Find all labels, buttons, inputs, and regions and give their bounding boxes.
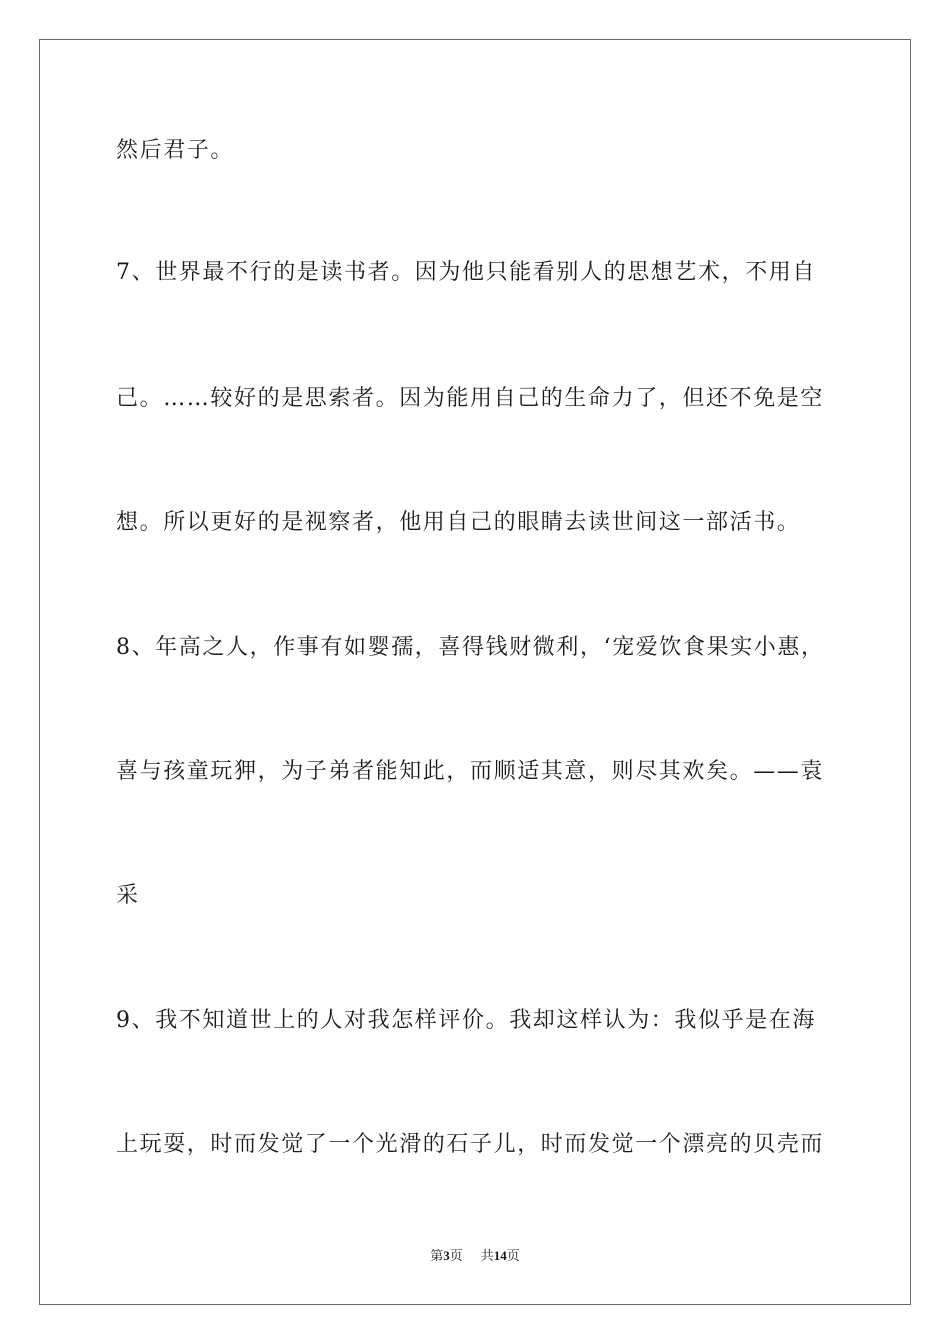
page-frame: [39, 39, 911, 1305]
page-prefix: 第: [430, 1248, 444, 1263]
text-line-6: 喜与孩童玩狎，为子弟者能知此，而顺适其意，则尽其欢矣。——袁: [116, 759, 825, 784]
text-line-7: 采: [116, 883, 140, 908]
total-pages: 14: [493, 1248, 507, 1263]
page-suffix: 页: [449, 1248, 463, 1263]
text-line-4: 想。所以更好的是视察者，他用自己的眼睛去读世间这一部活书。: [116, 510, 801, 535]
text-line-9: 上玩耍，时而发觉了一个光滑的石子儿，时而发觉一个漂亮的贝壳而: [116, 1132, 825, 1157]
page-number: 3: [443, 1248, 450, 1263]
text-line-5: 8、年高之人，作事有如婴孺，喜得钱财微利，‘宠爱饮食果实小惠，: [116, 635, 825, 660]
page-footer: [0, 1247, 950, 1265]
text-line-8: 9、我不知道世上的人对我怎样评价。我却这样认为：我似乎是在海: [116, 1008, 816, 1033]
text-line-3: 己。……较好的是思索者。因为能用自己的生命力了，但还不免是空: [116, 386, 825, 411]
text-line-1: 然后君子。: [116, 138, 235, 163]
text-line-2: 7、世界最不行的是读书者。因为他只能看别人的思想艺术，不用自: [116, 260, 816, 285]
total-prefix: 共: [480, 1248, 494, 1263]
total-suffix: 页: [506, 1248, 520, 1263]
